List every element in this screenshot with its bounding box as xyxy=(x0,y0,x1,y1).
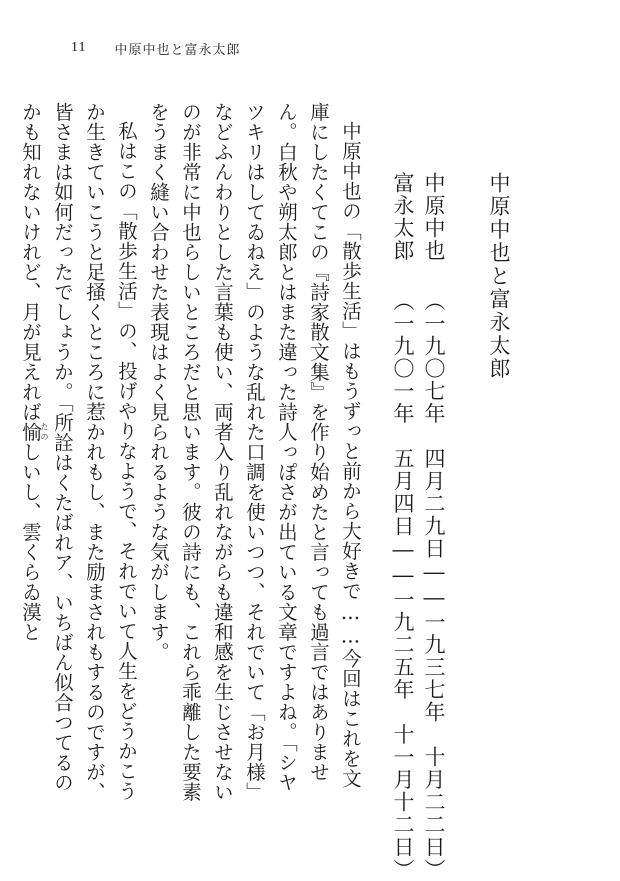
section-title: 中原中也と富永太郎 xyxy=(488,172,509,381)
author-name: 中原中也 xyxy=(422,172,446,262)
page-number: 11 xyxy=(71,40,86,56)
body-text xyxy=(76,102,366,802)
death-date: 一九三七年 十月二二日） xyxy=(422,611,446,881)
paragraph: 中原中也の「散歩生活」はもうずっと前から大好きで……今回はこれを文庫にしたくてこの『詩家散文集』を作り始めたと言っても過言ではありません。白秋や朔太郎とはまた違った詩人っぽさが出ている文章ですよね。「シヤツキリはしてゐねえ」のような乱れた口調を使いつつ、それでいて「お月様」などふんわりとした言葉も使い、両者入り乱れながらも違和感を生じさせないのが非常に中也らしいところだと思います。彼の詩にも、これら乖離した要素をうまく縫い合わせた表現はよく見られるような気がします。 xyxy=(142,102,366,802)
running-title: 中原中也と富永太郎 xyxy=(114,39,240,58)
dash-separator: ―― xyxy=(422,560,446,611)
author-dates-nakahara xyxy=(423,172,444,881)
paragraph-text: 私はこの「散歩生活」の、投げやりなようで、それでいて人生をどうかこうか生きていこうと足掻くところに惹かれもし、また励まされもするのですが、皆さまは如何だったでしょうか。「所詮はくたばれア、いちばん似合つてるのかも知れないけれど、月が見えれば xyxy=(19,102,138,802)
birth-date: （一九〇七年 四月二九日 xyxy=(422,290,446,560)
running-header xyxy=(71,38,241,58)
paragraph xyxy=(14,102,142,802)
author-dates-tominaga xyxy=(392,172,413,881)
author-name: 富永太郎 xyxy=(391,172,415,262)
dash-separator: ―― xyxy=(391,538,415,589)
ruby-base: 愉 xyxy=(19,422,42,442)
ruby-reading: たの xyxy=(40,422,49,442)
birth-date: （一九〇一年 五月四日 xyxy=(391,290,415,538)
paragraph-text: しいし、雲くらゐ漠と xyxy=(19,442,42,642)
ruby-annotation xyxy=(19,422,42,442)
death-date: 一九二五年 十一月十二日） xyxy=(391,589,415,881)
